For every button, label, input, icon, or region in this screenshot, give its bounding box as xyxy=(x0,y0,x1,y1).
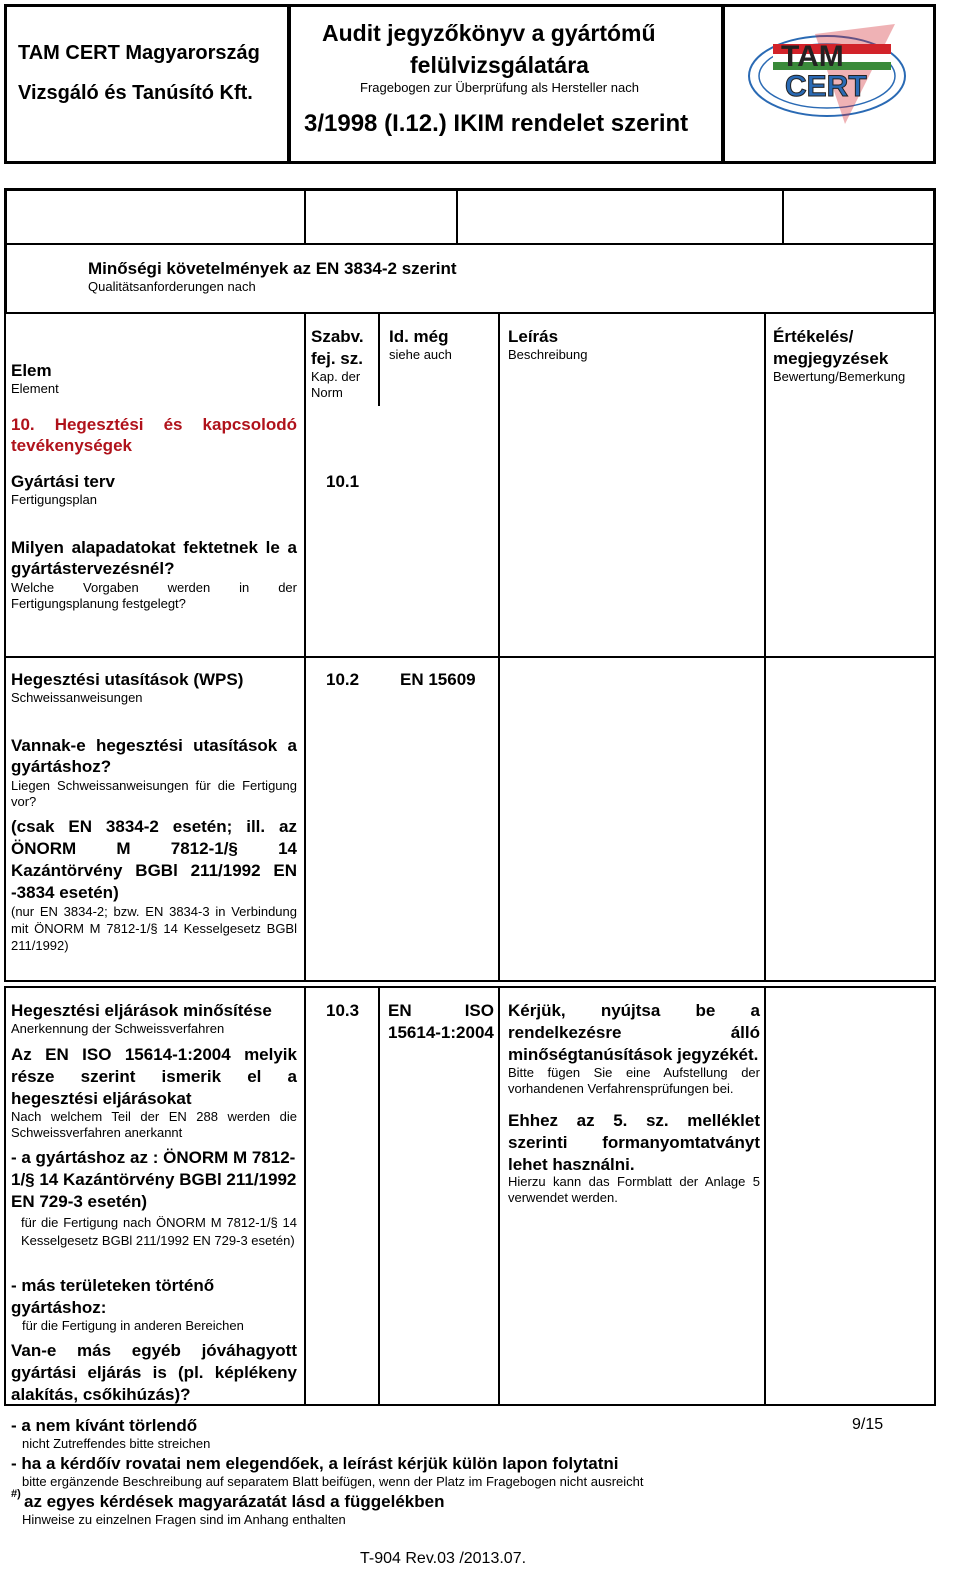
row1-num: 10.1 xyxy=(326,472,360,491)
col-ertek-de: Bewertung/Bemerkung xyxy=(773,369,906,384)
col-leiras-hu: Leírás xyxy=(508,327,559,346)
row1-question-de: Welche Vorgaben werden in der Fertigungsplanung festgelegt? xyxy=(11,580,297,611)
footer-note2-de: bitte ergänzende Beschreibung auf separatem Blatt beifügen, wenn der Platz im Fragebogen nicht ausreicht xyxy=(22,1474,644,1489)
divider xyxy=(764,986,766,1406)
document-id: T-904 Rev.03 /2013.07. xyxy=(360,1550,527,1567)
col-szabv-de2: Norm xyxy=(311,385,343,400)
divider xyxy=(498,312,500,982)
doc-title-sub: Fragebogen zur Überprüfung als Hersteller nach xyxy=(360,80,639,95)
col-id-de: siehe auch xyxy=(389,347,452,362)
company-name: TAM CERT Magyarország xyxy=(18,42,260,64)
doc-title-line3: 3/1998 (I.12.) IKIM rendelet szerint xyxy=(304,110,689,137)
divider xyxy=(764,312,766,982)
row3-q1-de: Nach welchem Teil der EN 288 werden die Schweissverfahren anerkannt xyxy=(11,1109,297,1140)
col-ertek-hu2: megjegyzések xyxy=(773,349,889,368)
row3-title: Hegesztési eljárások minősítése xyxy=(11,1001,272,1020)
footer-note3: az egyes kérdések magyarázatát lásd a függelékben xyxy=(24,1492,445,1511)
row2-ref: EN 15609 xyxy=(400,670,476,689)
divider xyxy=(6,243,936,245)
row2-num: 10.2 xyxy=(326,670,360,689)
row3-q4: Van-e más egyéb jóváhagyott gyártási eljárás is (pl. képlékeny alakítás, csőkihúzás)? xyxy=(11,1341,297,1404)
divider xyxy=(498,986,500,1406)
divider xyxy=(6,656,936,658)
page-number: 9/15 xyxy=(852,1416,884,1433)
row1-question: Milyen alapadatokat fektetnek le a gyártástervezésnél? xyxy=(11,538,297,578)
divider xyxy=(378,312,380,406)
row1-title-de: Fertigungsplan xyxy=(11,492,97,507)
row3-ref: EN ISO 15614-1:2004 xyxy=(388,1001,494,1042)
col-szabv-de: Kap. der xyxy=(311,369,361,384)
divider xyxy=(782,190,784,244)
footer-note1: - a nem kívánt törlendő xyxy=(11,1416,198,1435)
svg-text:CERT: CERT xyxy=(785,70,867,103)
col-leiras-de: Beschreibung xyxy=(508,347,588,362)
divider xyxy=(304,312,306,982)
company-subtitle: Vizsgáló és Tanúsító Kft. xyxy=(18,82,253,104)
row3-q1: Az EN ISO 15614-1:2004 melyik része szerint ismerik el a hegesztési eljárásokat xyxy=(11,1045,297,1108)
group-title: 10. Hegesztési és kapcsolodó tevékenységek xyxy=(11,415,297,455)
col-szabv-hu2: fej. sz. xyxy=(311,349,363,368)
row3-desc2-de: Hierzu kann das Formblatt der Anlage 5 verwendet werden. xyxy=(508,1174,760,1205)
row3-q2: - a gyártáshoz az : ÖNORM M 7812-1/§ 14 Kazántörvény BGBl 211/1992 EN 729-3 esetén) xyxy=(11,1148,297,1211)
col-elem-hu: Elem xyxy=(11,361,52,380)
row2-title-de: Schweissanweisungen xyxy=(11,690,143,705)
row3-desc1: Kérjük, nyújtsa be a rendelkezésre álló minőségtanúsítások jegyzékét. xyxy=(508,1001,760,1064)
col-szabv-hu: Szabv. xyxy=(311,327,364,346)
row3-num: 10.3 xyxy=(326,1001,360,1020)
section-title: Minőségi követelmények az EN 3834-2 szerint xyxy=(88,259,457,278)
doc-title-line1: Audit jegyzőkönyv a gyártómű xyxy=(322,20,656,46)
row2-question-de: Liegen Schweissanweisungen für die Fertigung vor? xyxy=(11,778,297,809)
row3-title-de: Anerkennung der Schweissverfahren xyxy=(11,1021,225,1036)
svg-text:TAM: TAM xyxy=(781,40,844,73)
col-elem-de: Element xyxy=(11,381,59,396)
divider xyxy=(304,190,306,244)
doc-title-line2: felülvizsgálatára xyxy=(410,52,589,78)
tam-cert-logo xyxy=(745,14,915,134)
footer-note2: - ha a kérdőív rovatai nem elegendőek, a leírást kérjük külön lapon folytatni xyxy=(11,1454,619,1473)
row3-q3-de: für die Fertigung in anderen Bereichen xyxy=(22,1318,244,1333)
row3-q2-de: für die Fertigung nach ÖNORM M 7812-1/§ 14 Kesselgesetz BGBl 211/1992 EN 729-3 esetén) xyxy=(21,1215,297,1248)
row3-desc1-de: Bitte fügen Sie eine Aufstellung der vorhandenen Verfahrensprüfungen bei. xyxy=(508,1065,760,1096)
row2-question: Vannak-e hegesztési utasítások a gyártáshoz? xyxy=(11,736,297,776)
footer-note3-mark: #) xyxy=(11,1488,21,1500)
row3-desc2: Ehhez az 5. sz. melléklet szerinti formanyomtatványt lehet használni. xyxy=(508,1111,760,1174)
row2-note: (csak EN 3834-2 esetén; ill. az ÖNORM M 7812-1/§ 14 Kazántörvény BGBl 211/1992 EN -3834 esetén) xyxy=(11,817,297,902)
col-ertek-hu: Értékelés/ xyxy=(773,327,854,346)
divider xyxy=(378,986,380,1406)
divider xyxy=(456,190,458,244)
section-subtitle: Qualitätsanforderungen nach xyxy=(88,279,256,294)
divider xyxy=(304,986,306,1406)
row2-note-de: (nur EN 3834-2; bzw. EN 3834-3 in Verbindung mit ÖNORM M 7812-1/§ 14 Kesselgesetz BGBl 211/1992) xyxy=(11,904,297,953)
footer-note3-de: Hinweise zu einzelnen Fragen sind im Anhang enthalten xyxy=(22,1512,346,1527)
footer-note1-de: nicht Zutreffendes bitte streichen xyxy=(22,1436,211,1451)
row3-q3: - más területeken történő gyártáshoz: xyxy=(11,1276,215,1317)
col-id-hu: Id. még xyxy=(389,327,449,346)
row1-title: Gyártási terv xyxy=(11,472,115,491)
row2-title: Hegesztési utasítások (WPS) xyxy=(11,670,244,689)
